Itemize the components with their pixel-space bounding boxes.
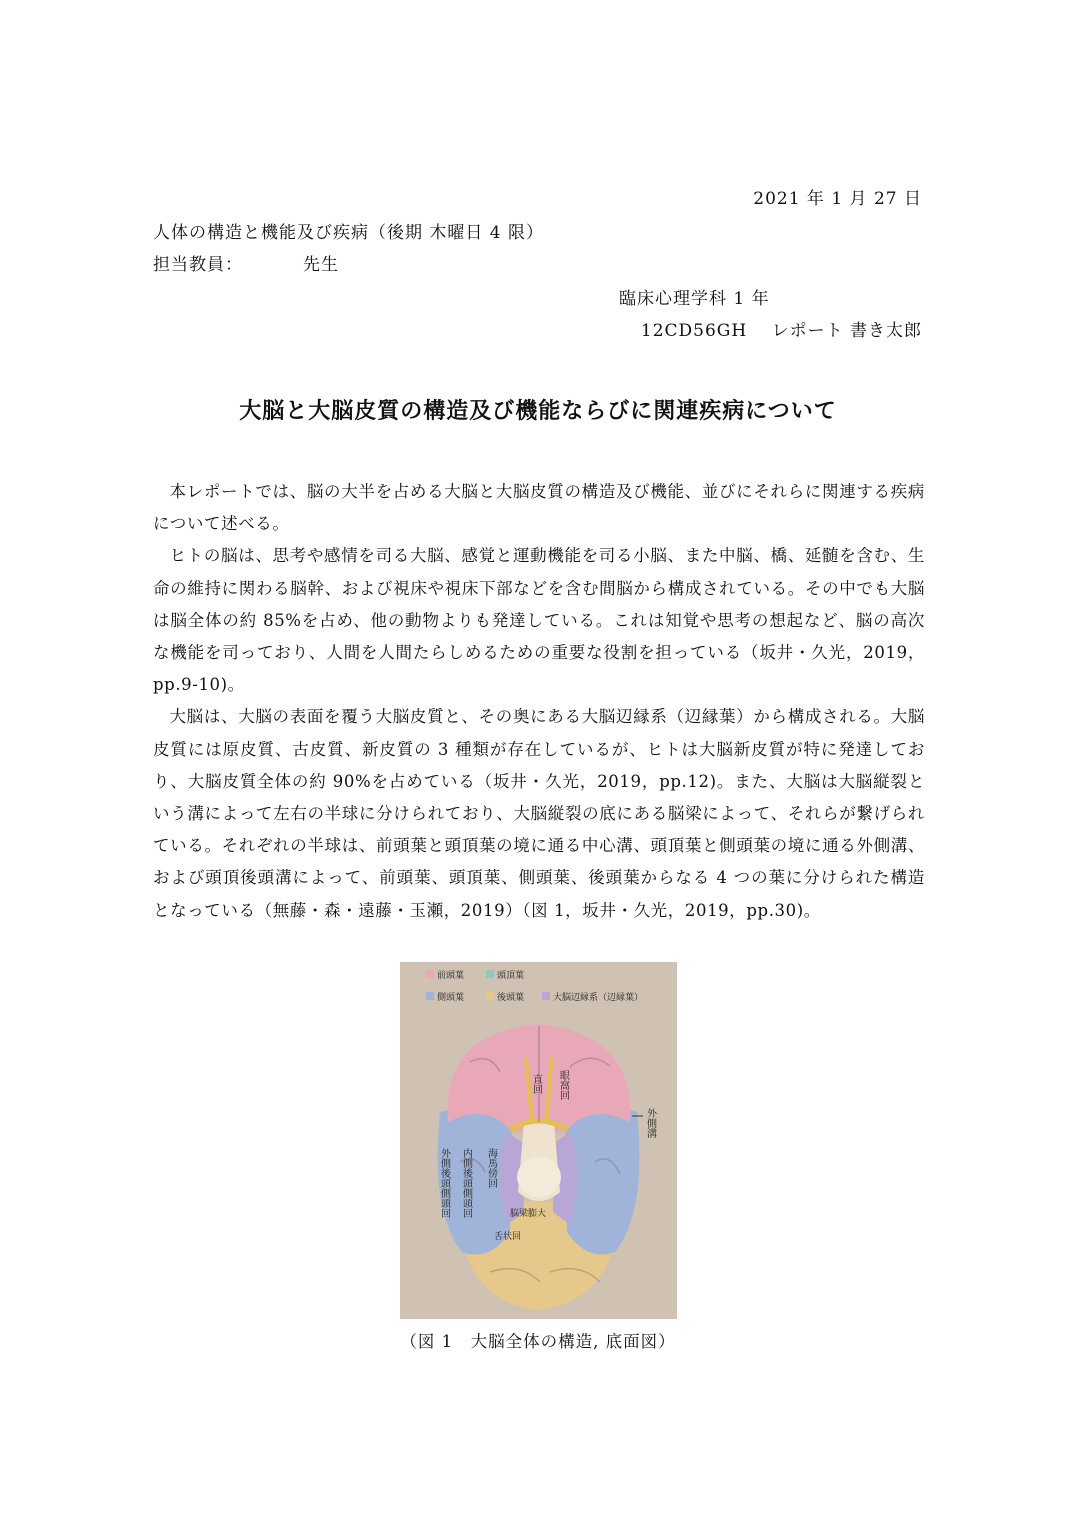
label-gyrus-rectus: 直回 <box>530 1074 542 1094</box>
legend-label-frontal: 前頭葉 <box>437 971 465 981</box>
label-orbital-gyri: 眼窩回 <box>557 1070 569 1100</box>
report-body <box>153 476 925 927</box>
legend-swatch-frontal <box>426 970 434 978</box>
label-lateral-occipitotemporal: 外側後頭側頭回 <box>438 1148 450 1218</box>
paragraph-1: 本レポートでは、脳の大半を占める大脳と大脳皮質の構造及び機能、並びにそれらに関連する疾病について述べる。 <box>153 482 925 534</box>
label-parahippocampal: 海馬傍回 <box>485 1148 497 1188</box>
legend-label-limbic: 大脳辺縁系（辺縁葉） <box>553 993 644 1003</box>
legend-label-parietal: 頭頂葉 <box>497 971 525 981</box>
teacher-name: 先生 <box>303 255 339 275</box>
label-medial-occipitotemporal: 内側後頭側頭回 <box>460 1148 472 1218</box>
report-date: 2021 年 1 月 27 日 <box>753 189 922 209</box>
figure-caption: （図 1 大脳全体の構造, 底面図） <box>400 1332 676 1351</box>
legend-label-temporal: 側頭葉 <box>437 993 465 1003</box>
label-splenium: 脳梁膨大 <box>510 1209 547 1219</box>
teacher-label: 担当教員： <box>153 255 243 275</box>
paragraph-3: 大脳は、大脳の表面を覆う大脳皮質と、その奥にある大脳辺縁系（辺縁葉）から構成される。大脳皮質には原皮質、古皮質、新皮質の 3 種類が存在しているが、ヒトは大脳新皮質が特に発達しており、大脳皮質全体の約 90%を占めている（坂井・久光，2019，pp.12)。また、大脳は大脳縦裂という溝によって左右の半球に分けられており、大脳縦裂の底にある脳梁によって、それらが繋げられている。それぞれの半球は、前頭葉と頭頂葉の境に通る中心溝、頭頂葉と側頭葉の境に通る外側溝、および頭頂後頭溝によって、前頭葉、頭頂葉、側頭葉、後頭葉からなる 4 つの葉に分けられた構造となっている（無藤・森・遠藤・玉瀬，2019）（図 1，坂井・久光，2019，pp.30)。 <box>153 707 925 920</box>
brain-figure <box>400 962 677 1319</box>
legend-swatch-temporal <box>426 992 434 1000</box>
course-name: 人体の構造と機能及び疾病（後期 木曜日 4 限） <box>153 223 545 243</box>
teacher-line <box>153 250 339 275</box>
legend-swatch-parietal <box>486 970 494 978</box>
paragraph-2: ヒトの脳は、思考や感情を司る大脳、感覚と運動機能を司る小脳、また中脳、橋、延髄を含む、生命の維持に関わる脳幹、および視床や視床下部などを含む間脳から構成されている。その中でも大脳は脳全体の約 85%を占め、他の動物よりも発達している。これは知覚や思考の想起など、脳の高次な機能を司っており、人間を人間たらしめるための重要な役割を担っている（坂井・久光，2019，pp.9-10)。 <box>153 546 925 695</box>
report-title: 大脳と大脳皮質の構造及び機能ならびに関連疾病について <box>239 399 837 424</box>
brain-illustration <box>400 962 677 1319</box>
legend-label-occipital: 後頭葉 <box>497 993 525 1003</box>
label-lingual-gyrus: 舌状回 <box>494 1232 522 1242</box>
label-lateral-sulcus: 外側溝 <box>644 1108 656 1138</box>
legend-swatch-limbic <box>542 992 550 1000</box>
legend-swatch-occipital <box>486 992 494 1000</box>
student-info: 12CD56GH レポート 書き太郎 <box>640 321 922 341</box>
department: 臨床心理学科 1 年 <box>619 289 770 309</box>
